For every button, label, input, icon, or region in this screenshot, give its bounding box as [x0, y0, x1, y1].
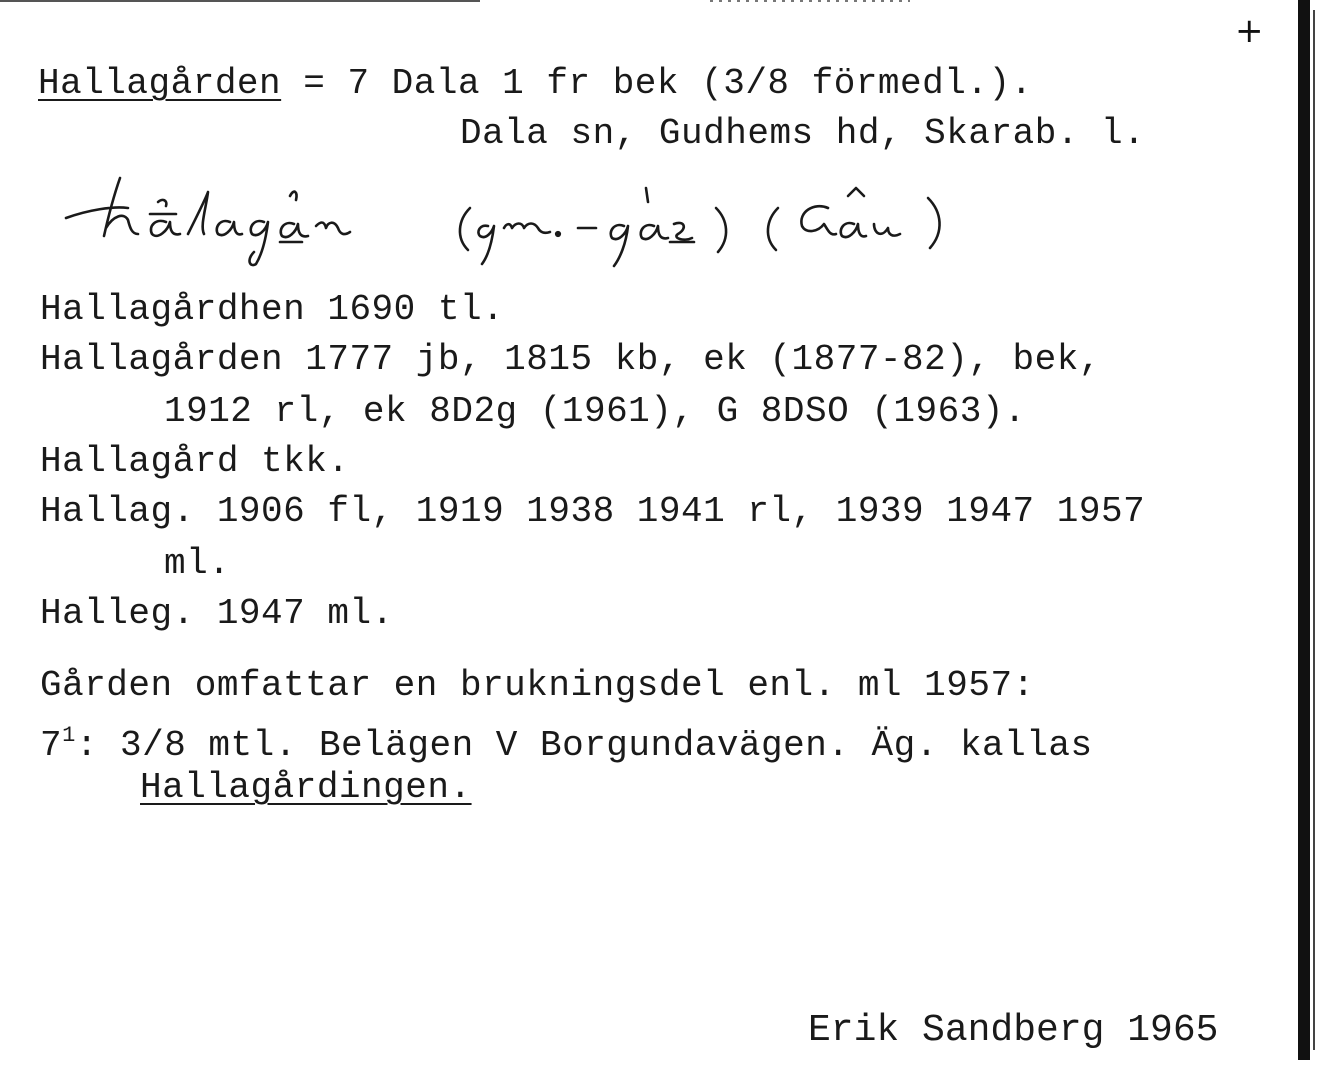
- owner-nickname: Hallagårdingen.: [140, 767, 472, 808]
- form-line-6: ml.: [164, 543, 231, 584]
- note-line-1: Gården omfattar en brukningsdel enl. ml 1957:: [40, 665, 1035, 706]
- note-superscript: 1: [62, 723, 76, 748]
- form-line-5: Hallag. 1906 fl, 1919 1938 1941 rl, 1939 1947 1957: [40, 491, 1146, 532]
- note-number: 7: [40, 725, 63, 766]
- note-line-3: [140, 768, 472, 808]
- header-line: [38, 64, 1033, 104]
- header-rest: = 7 Dala 1 fr bek (3/8 förmedl.).: [281, 63, 1033, 104]
- corner-plus-mark: +: [1235, 11, 1264, 51]
- card-edge-right: [1298, 0, 1310, 1060]
- signature: Erik Sandberg 1965: [808, 1009, 1219, 1052]
- note-text: : 3/8 mtl. Belägen V Borgundavägen. Äg. kallas: [75, 725, 1093, 766]
- place-name: Hallagården: [38, 63, 282, 104]
- location-line: Dala sn, Gudhems hd, Skarab. l.: [460, 113, 1146, 154]
- form-line-4: Hallagård tkk.: [40, 441, 350, 482]
- form-line-3: 1912 rl, ek 8D2g (1961), G 8DSO (1963).: [164, 391, 1027, 432]
- handwritten-pronunciation: [58, 168, 1008, 268]
- form-line-1: Hallagårdhen 1690 tl.: [40, 289, 505, 330]
- card-edge-top-dashes: [710, 0, 910, 2]
- form-line-2: Hallagården 1777 jb, 1815 kb, ek (1877-82), bek,: [40, 339, 1101, 380]
- card-edge-top: [0, 0, 480, 2]
- note-line-2: [40, 716, 1093, 766]
- card-edge-right-thin: [1313, 10, 1315, 1050]
- form-line-7: Halleg. 1947 ml.: [40, 593, 394, 634]
